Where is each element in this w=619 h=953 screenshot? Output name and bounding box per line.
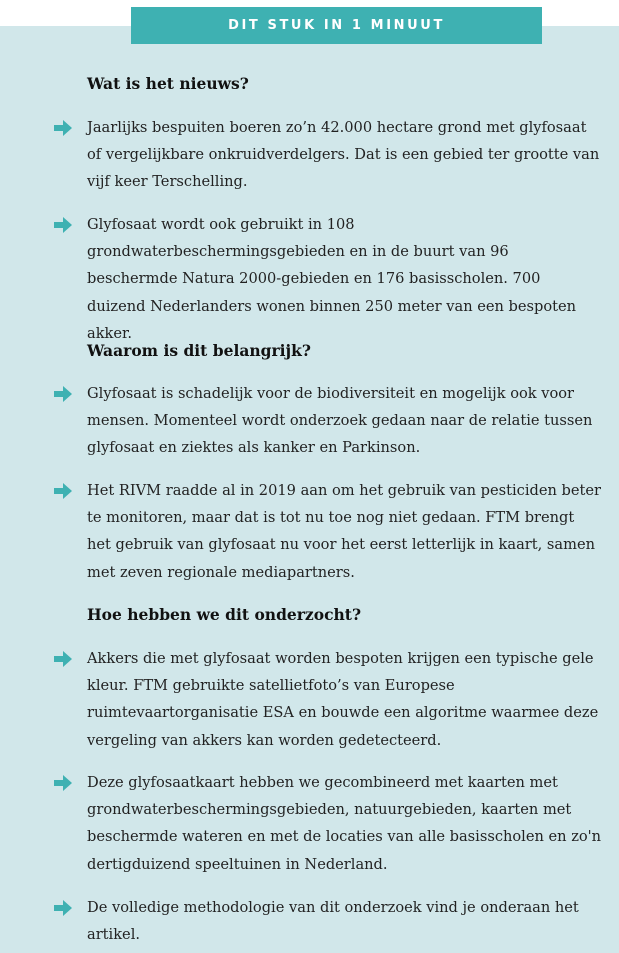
- arrow-right-icon: [54, 900, 72, 916]
- arrow-right-icon: [54, 483, 72, 499]
- bullet-text: De volledige methodologie van dit onderzoek vind je onderaan het artikel.: [87, 899, 579, 944]
- bullet-text: Het RIVM raadde al in 2019 aan om het gebruik van pesticiden beter te monitoren, maar dat is tot nu toe nog niet gedaan. FTM brengt het gebruik van glyfosaat nu voor het eerst letterlijk in kaart, samen met zeven regionale mediapartners.: [87, 482, 601, 581]
- bullet-text: Deze glyfosaatkaart hebben we gecombineerd met kaarten met grondwaterbeschermingsgebieden, natuurgebieden, kaarten met beschermde wateren en met de locaties van alle basisscholen en zo'n dertigduizend speeltuinen in Nederland.: [87, 774, 602, 873]
- section-heading-news: Wat is het nieuws?: [87, 74, 249, 93]
- arrow-right-icon: [54, 775, 72, 791]
- bullet-text: Jaarlijks bespuiten boeren zo’n 42.000 hectare grond met glyfosaat of vergelijkbare onkruidverdelgers. Dat is een gebied ter grootte van vijf keer Terschelling.: [87, 119, 600, 191]
- arrow-right-icon: [54, 386, 72, 402]
- summary-header: DIT STUK IN 1 MINUUT: [131, 7, 542, 44]
- section-heading-why: Waarom is dit belangrijk?: [87, 341, 311, 360]
- section-heading-how: Hoe hebben we dit onderzocht?: [87, 605, 362, 624]
- bullet-text: Akkers die met glyfosaat worden bespoten krijgen een typische gele kleur. FTM gebruikte satellietfoto’s van Europese ruimtevaartorganisatie ESA en bouwde een algoritme waarmee deze vergeling van akkers kan worden gedetecteerd.: [87, 650, 599, 749]
- bullet-text: Glyfosaat is schadelijk voor de biodiversiteit en mogelijk ook voor mensen. Momenteel wordt onderzoek gedaan naar de relatie tussen glyfosaat en ziektes als kanker en Parkinson.: [87, 385, 593, 457]
- arrow-right-icon: [54, 217, 72, 233]
- arrow-right-icon: [54, 120, 72, 136]
- bullet-text: Glyfosaat wordt ook gebruikt in 108 grondwaterbeschermingsgebieden en in de buurt van 96 beschermde Natura 2000-gebieden en 176 basisscholen. 700 duizend Nederlanders wonen binnen 250 meter van een bespoten akker.: [87, 216, 577, 342]
- arrow-right-icon: [54, 651, 72, 667]
